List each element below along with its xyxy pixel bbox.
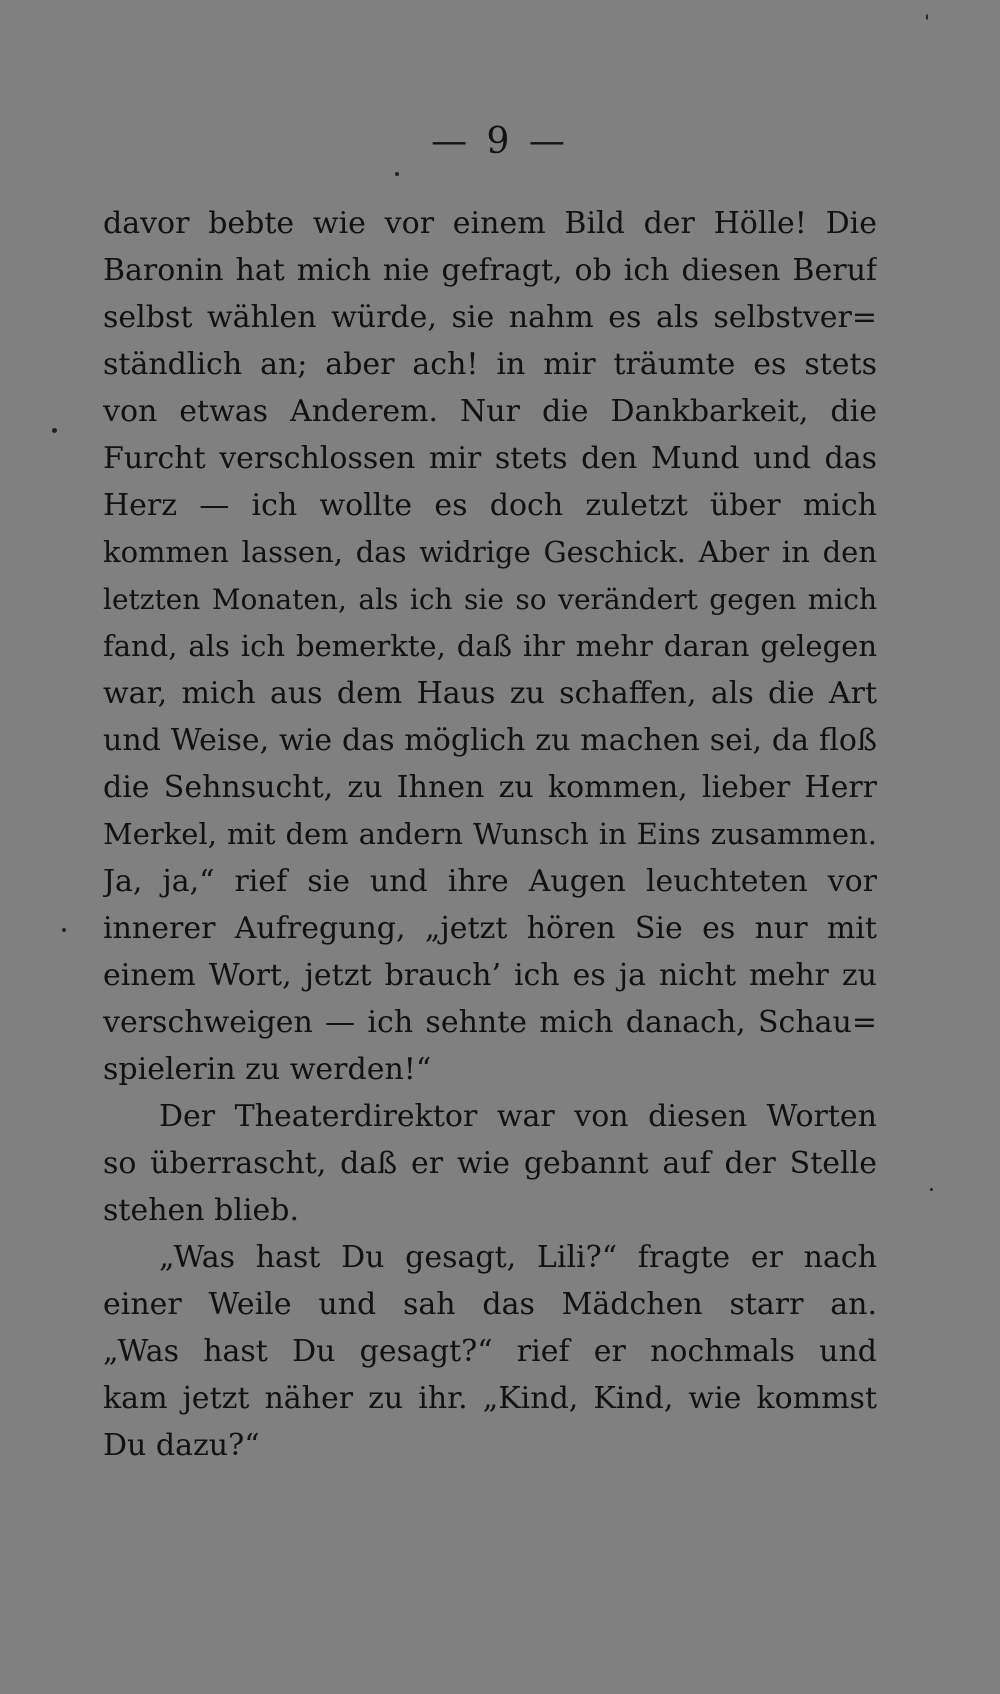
text-line: Ja, ja,“ rief sie und ihre Augen leuchteten vor (103, 864, 877, 899)
text-line: davor bebte wie vor einem Bild der Hölle! Die (103, 206, 877, 241)
page-number: — 9 — (431, 121, 569, 162)
text-line: „Was hast Du gesagt, Lili?“ fragte er nach (159, 1240, 877, 1275)
text-line: stehen blieb. (103, 1193, 300, 1228)
body-text (103, 200, 877, 1469)
text-line: Baronin hat mich nie gefragt, ob ich diesen Beruf (103, 253, 877, 288)
scan-speck (52, 428, 57, 433)
text-line: innerer Aufregung, „jetzt hören Sie es nur mit (103, 911, 877, 946)
text-line: Herz — ich wollte es doch zuletzt über mich (103, 488, 877, 523)
text-line: Furcht verschlossen mir stets den Mund und das (103, 441, 877, 476)
text-line: kommen lassen, das widrige Geschick. Aber in den (103, 535, 877, 569)
scan-speck (926, 14, 928, 20)
text-line: „Was hast Du gesagt?“ rief er nochmals und (103, 1334, 877, 1369)
text-line: Merkel, mit dem andern Wunsch in Eins zusammen. (103, 817, 877, 851)
text-line: die Sehnsucht, zu Ihnen zu kommen, lieber Herr (103, 770, 877, 805)
text-line: verschweigen — ich sehnte mich danach, Schau= (103, 1005, 877, 1040)
scan-speck (395, 172, 399, 176)
text-line: war, mich aus dem Haus zu schaffen, als die Art (103, 676, 877, 711)
text-line: kam jetzt näher zu ihr. „Kind, Kind, wie kommst (103, 1381, 877, 1416)
text-line: Du dazu?“ (103, 1428, 260, 1463)
text-line: von etwas Anderem. Nur die Dankbarkeit, die (103, 394, 877, 429)
text-line: Der Theaterdirektor war von diesen Worten (159, 1099, 877, 1134)
text-line: fand, als ich bemerkte, daß ihr mehr daran gelegen (103, 629, 877, 663)
text-line: ständlich an; aber ach! in mir träumte es stets (103, 347, 877, 382)
text-line: einer Weile und sah das Mädchen starr an. (103, 1287, 877, 1322)
text-line: spielerin zu werden!“ (103, 1052, 432, 1087)
scan-speck (62, 928, 66, 932)
scan-speck (930, 1188, 933, 1191)
text-line: einem Wort, jetzt brauch’ ich es ja nicht mehr zu (103, 958, 877, 993)
text-line: so überrascht, daß er wie gebannt auf der Stelle (103, 1146, 877, 1181)
text-line: selbst wählen würde, sie nahm es als selbstver= (103, 300, 877, 335)
text-line: und Weise, wie das möglich zu machen sei, da floß (103, 723, 877, 758)
text-line: letzten Monaten, als ich sie so verändert gegen mich (103, 583, 877, 616)
